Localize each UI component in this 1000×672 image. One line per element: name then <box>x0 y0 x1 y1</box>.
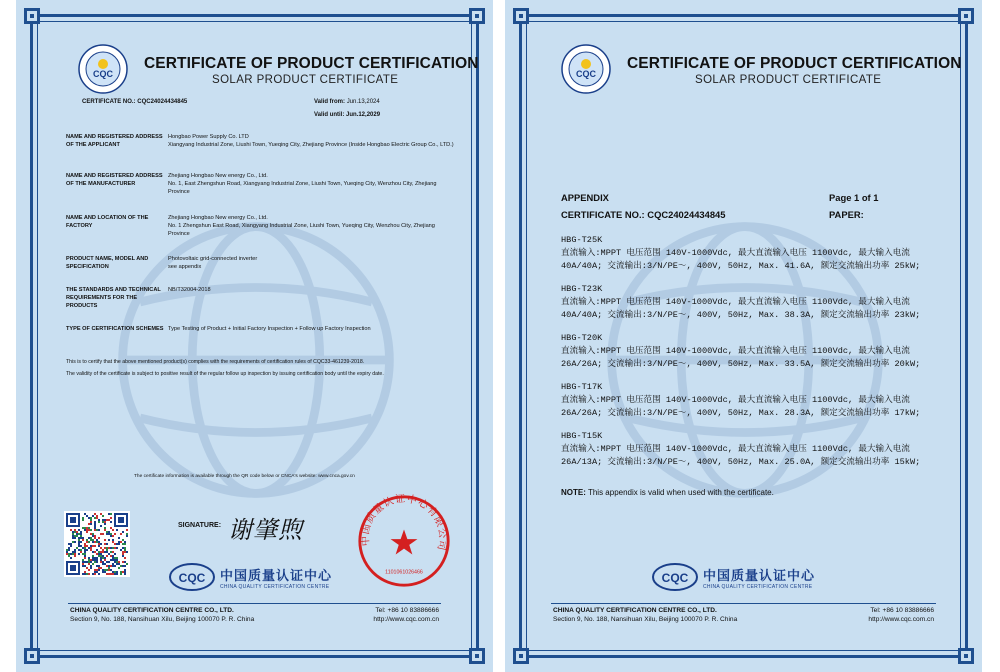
valid-from-row: Valid from: Jun.13,2024 <box>314 99 380 105</box>
model-name: HBG-T15K <box>561 431 603 441</box>
appendix-note: NOTE: This appendix is valid when used with the certificate. <box>561 488 774 497</box>
qr-note: The certificate information is available through the QR code below or CNCA's website: www.cnca.gov.cn <box>134 474 355 479</box>
certificate-subtitle: SOLAR PRODUCT CERTIFICATE <box>695 74 882 86</box>
cqc-seal-logo <box>78 44 128 94</box>
model-spec-line: 40A/40A; 交流输出:3/N/PE～, 400V, 50Hz, Max. 38.3A, 额定交流输出功率 23kW; <box>561 310 921 320</box>
footer-website[interactable]: http://www.cqc.com.cn <box>373 616 439 623</box>
footer-website[interactable]: http://www.cqc.com.cn <box>868 616 934 623</box>
corner-ornament <box>958 8 974 24</box>
valid-until-date: Jun.12,2029 <box>346 112 381 118</box>
red-official-stamp <box>356 493 452 589</box>
svg-text:CQC: CQC <box>661 571 689 585</box>
signature: 谢肇煦 <box>228 516 303 544</box>
model-spec-line: 直流输入:MPPT 电压范围 140V-1000Vdc, 最大直流输入电压 1100Vdc, 最大输入电流 <box>561 297 910 307</box>
cqc-logo-icon <box>168 562 216 592</box>
model-spec-line: 26A/13A; 交流输出:3/N/PE～, 400V, 50Hz, Max. 25.0A, 额定交流输出功率 15kW; <box>561 457 921 467</box>
qr-code[interactable] <box>64 511 130 577</box>
cert-no-row: CERTIFICATE NO.: CQC24024434845 <box>82 99 188 105</box>
corner-ornament <box>513 648 529 664</box>
cqc-seal-logo <box>561 44 611 94</box>
page-indicator: Page 1 of 1 <box>829 192 879 203</box>
footer-org: CHINA QUALITY CERTIFICATION CENTRE CO., LTD. Section 9, No. 188, Nansihuan Xilu, Beijing 100070 P. R. China <box>70 607 255 623</box>
model-name: HBG-T23K <box>561 284 603 294</box>
model-name: HBG-T17K <box>561 382 603 392</box>
certificate-title: CERTIFICATE OF PRODUCT CERTIFICATION <box>627 55 962 72</box>
field-label: PRODUCT NAME, MODEL AND SPECIFICATION <box>66 256 149 270</box>
cqc-logo-icon <box>651 562 699 592</box>
field-label: NAME AND REGISTERED ADDRESS OF THE MANUFACTURER <box>66 173 163 187</box>
model-name: HBG-T25K <box>561 235 603 245</box>
valid-until-row: Valid until: Jun.12,2029 <box>314 112 381 118</box>
footer-divider <box>68 603 441 604</box>
model-spec-line: 直流输入:MPPT 电压范围 140V-1000Vdc, 最大直流输入电压 1100Vdc, 最大输入电流 <box>561 248 910 258</box>
model-spec-line: 直流输入:MPPT 电压范围 140V-1000Vdc, 最大直流输入电压 1100Vdc, 最大输入电流 <box>561 346 910 356</box>
field-label: THE STANDARDS AND TECHNICAL REQUIREMENTS FOR THE PRODUCTS <box>66 287 161 309</box>
stamp-text: 中国质量认证中心有限公司 <box>360 493 448 553</box>
brand-cn: 中国质量认证中心 <box>220 568 333 584</box>
field-value: Zhejiang Hongbao New energy Co., Ltd. No. 1 Zhengshun East Road, Xiangyang Industrial Zone, Liushi Town, Yueqing City, Wenzhou City, Zhejiang Province <box>168 215 435 237</box>
appendix-page <box>505 0 982 672</box>
corner-ornament <box>24 648 40 664</box>
valid-from-date: Jun.13,2024 <box>346 99 380 105</box>
brand-en: CHINA QUALITY CERTIFICATION CENTRE <box>703 583 813 590</box>
field-value: Photovoltaic grid-connected inverter see appendix <box>168 256 258 270</box>
field-label: NAME AND LOCATION OF THE FACTORY <box>66 215 149 229</box>
model-spec-line: 40A/40A; 交流输出:3/N/PE～, 400V, 50Hz, Max. 41.6A, 额定交流输出功率 25kW; <box>561 261 921 271</box>
certificate-title: CERTIFICATE OF PRODUCT CERTIFICATION <box>144 55 479 72</box>
field-value: Hongbao Power Supply Co. LTD Xiangyang Industrial Zone, Liushi Town, Yueqing City, Zhejiang Province (Inside Hongbao Electric Group Co., LTD.) <box>168 134 454 148</box>
svg-text:CQC: CQC <box>93 69 113 79</box>
appendix-heading: APPENDIX <box>561 192 609 203</box>
certificate-subtitle: SOLAR PRODUCT CERTIFICATE <box>212 74 399 86</box>
appendix-cert-no: CERTIFICATE NO.: CQC24024434845 <box>561 209 726 220</box>
cert-number: CQC24024434845 <box>137 99 188 105</box>
svg-text:CQC: CQC <box>576 69 596 79</box>
corner-ornament <box>513 8 529 24</box>
compliance-statement: This is to certify that the above mentioned product(s) complies with the requirements of certification rules of CQC33-461239-2018. <box>66 359 365 365</box>
model-spec-line: 直流输入:MPPT 电压范围 140V-1000Vdc, 最大直流输入电压 1100Vdc, 最大输入电流 <box>561 395 910 405</box>
brand-cn: 中国质量认证中心 <box>703 568 816 584</box>
cqc-brand <box>651 562 815 592</box>
footer-contact: Tel: +86 10 83886666 http://www.cqc.com.cn <box>373 607 439 623</box>
model-spec-line: 直流输入:MPPT 电压范围 140V-1000Vdc, 最大直流输入电压 1100Vdc, 最大输入电流 <box>561 444 910 454</box>
footer-divider <box>551 603 936 604</box>
corner-ornament <box>958 648 974 664</box>
field-value: NB/T32004-2018 <box>168 287 211 293</box>
validity-statement: The validity of the certificate is subject to positive result of the regular follow up inspection by issuing certification body until the expiry date. <box>66 371 384 377</box>
field-label: NAME AND REGISTERED ADDRESS OF THE APPLICANT <box>66 134 163 148</box>
model-name: HBG-T20K <box>561 333 603 343</box>
corner-ornament <box>24 8 40 24</box>
certificate-page <box>16 0 493 672</box>
signature-label: SIGNATURE: <box>178 522 222 529</box>
paper-label: PAPER: <box>829 209 864 220</box>
stamp-number: 1101061026466 <box>385 569 423 576</box>
footer-contact: Tel: +86 10 83886666 http://www.cqc.com.cn <box>868 607 934 623</box>
brand-en: CHINA QUALITY CERTIFICATION CENTRE <box>220 583 330 590</box>
cqc-brand <box>168 562 332 592</box>
footer-org: CHINA QUALITY CERTIFICATION CENTRE CO., LTD. Section 9, No. 188, Nansihuan Xilu, Beijing 100070 P. R. China <box>553 607 738 623</box>
corner-ornament <box>469 8 485 24</box>
model-spec-line: 26A/26A; 交流输出:3/N/PE～, 400V, 50Hz, Max. 33.5A, 额定交流输出功率 20kW; <box>561 359 921 369</box>
field-value: Zhejiang Hongbao New energy Co., Ltd. No. 1, East Zhengshun Road, Xiangyang Industrial Zone, Liushi Town, Yueqing City, Wenzhou City, Zhejiang Province <box>168 173 437 195</box>
field-label: TYPE OF CERTIFICATION SCHEMES <box>66 326 164 332</box>
svg-text:CQC: CQC <box>178 571 206 585</box>
model-spec-line: 26A/26A; 交流输出:3/N/PE～, 400V, 50Hz, Max. 28.3A, 额定交流输出功率 17kW; <box>561 408 921 418</box>
corner-ornament <box>469 648 485 664</box>
field-value: Type Testing of Product + Initial Factory Inspection + Follow up Factory Inspection <box>168 326 371 332</box>
